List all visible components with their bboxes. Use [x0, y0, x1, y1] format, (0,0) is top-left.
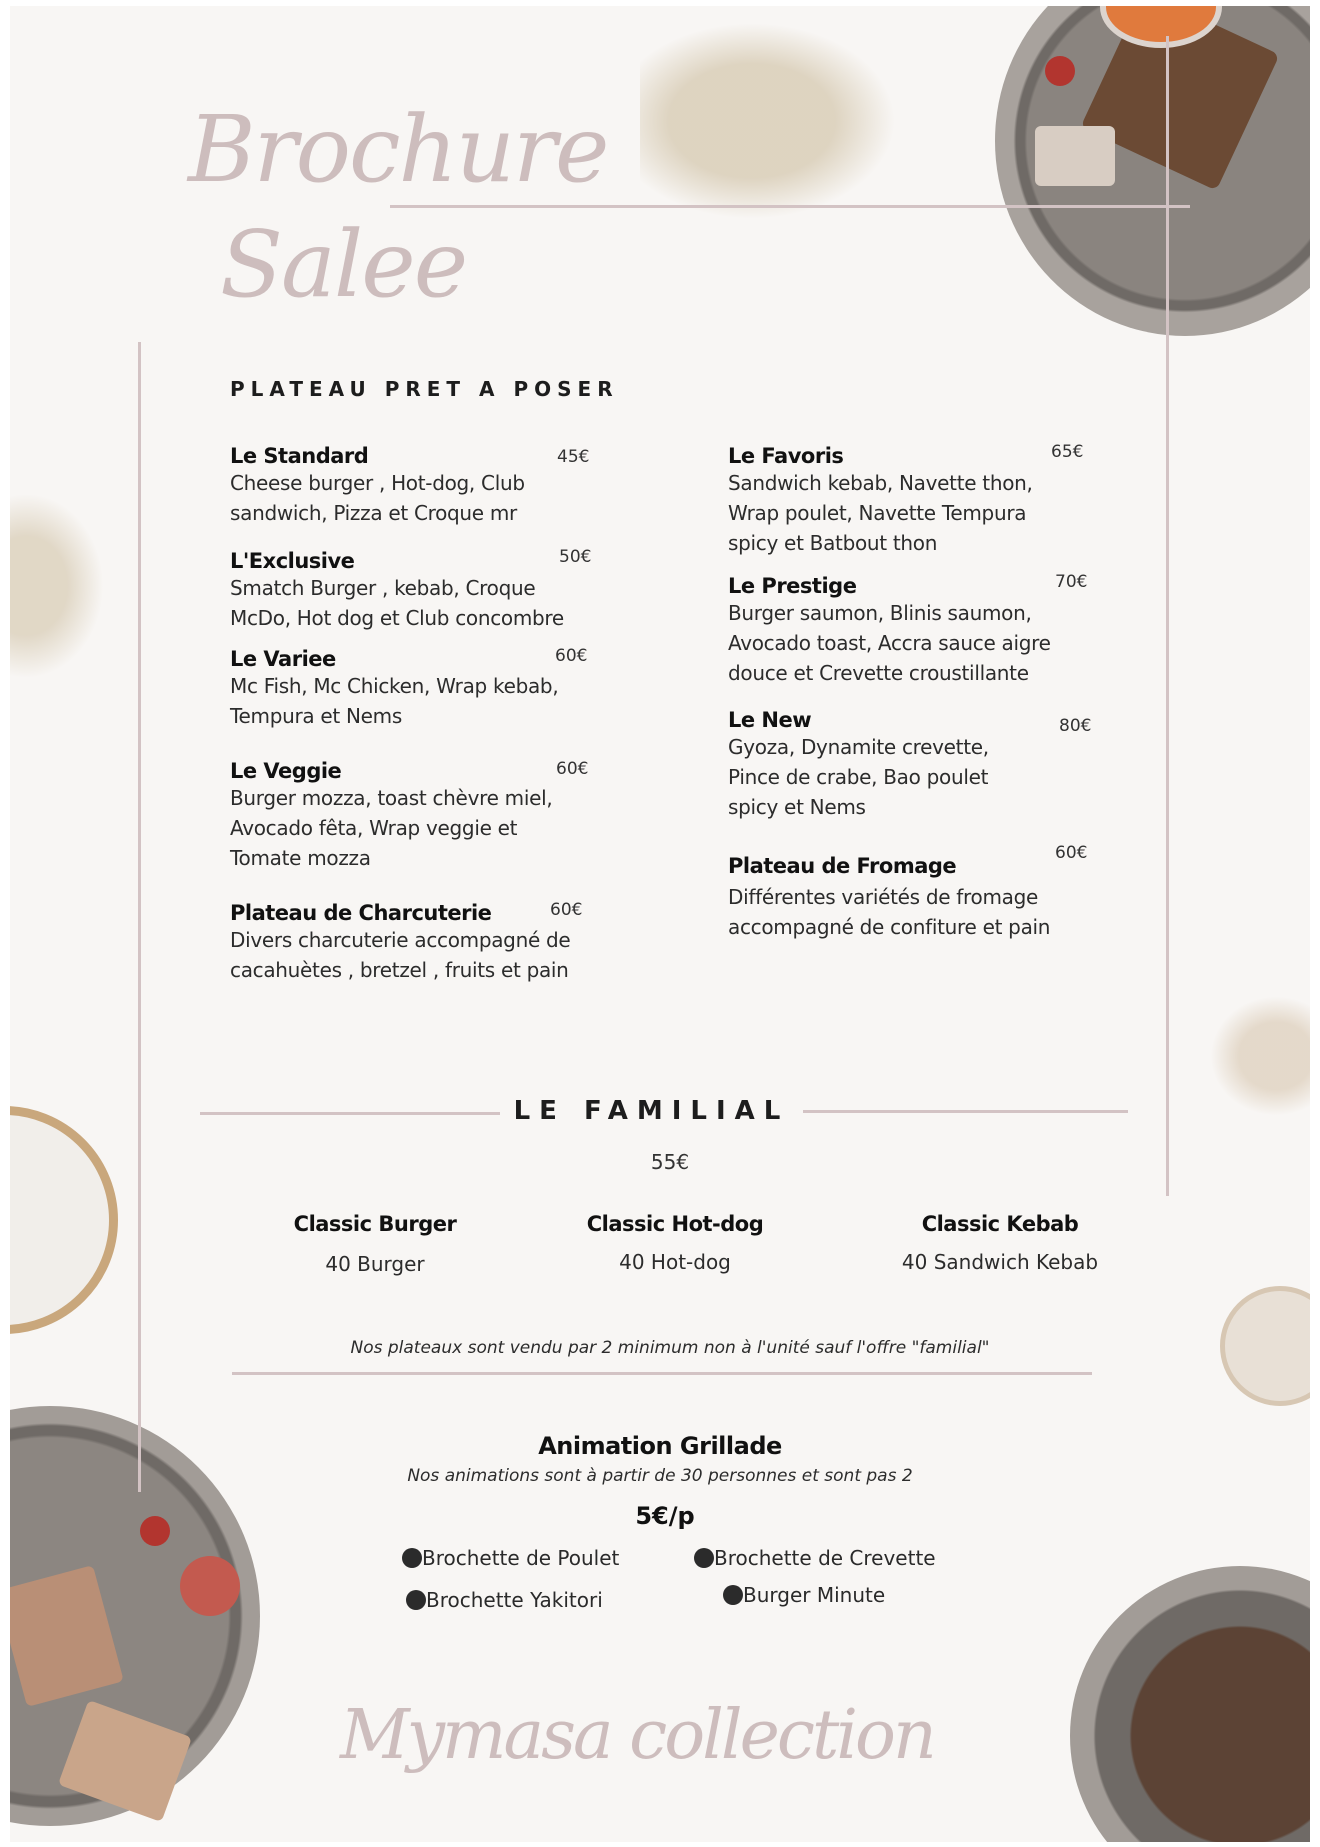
menu-item-plateau-fromage — [728, 843, 1098, 942]
item-name: Plateau de Charcuterie — [230, 901, 492, 925]
item-price: 70€ — [1055, 572, 1088, 592]
item-description: Cheese burger , Hot-dog, Club sandwich, Pizza et Croque mr — [230, 471, 525, 525]
item-price: 60€ — [550, 900, 583, 920]
food-plate-top-right — [995, 6, 1310, 336]
item-price: 60€ — [556, 759, 589, 779]
food-plate-bottom-right — [1070, 1566, 1310, 1842]
menu-item-le-standard — [230, 444, 600, 528]
bullet-icon — [694, 1548, 714, 1568]
familial-item-detail: 40 Hot-dog — [619, 1250, 731, 1274]
item-price: 60€ — [555, 646, 588, 666]
brochure-page — [10, 6, 1310, 1842]
item-name: Le Standard — [230, 444, 369, 468]
dried-flowers-decoration — [640, 6, 920, 236]
familial-item-name: Classic Burger — [293, 1212, 457, 1236]
bullet-icon — [406, 1590, 426, 1610]
item-description: Burger saumon, Blinis saumon, Avocado toast, Accra sauce aigre douce et Crevette croustillante — [728, 601, 1051, 685]
familial-price: 55€ — [650, 1150, 690, 1174]
animation-item-label: Burger Minute — [743, 1583, 886, 1607]
item-name: Le Veggie — [230, 759, 342, 783]
item-description: Burger mozza, toast chèvre miel, Avocado fêta, Wrap veggie et Tomate mozza — [230, 786, 553, 870]
animation-item-yakitori — [406, 1588, 603, 1612]
familial-column-hotdog — [525, 1212, 825, 1274]
menu-item-le-new — [728, 708, 1098, 822]
animation-item-label: Brochette de Crevette — [714, 1546, 936, 1570]
menu-item-le-prestige — [728, 574, 1098, 688]
gold-rim-bowl — [10, 1106, 118, 1334]
animation-item-burger-minute — [723, 1583, 885, 1607]
item-price: 50€ — [559, 547, 592, 567]
note-divider-line — [232, 1372, 1092, 1375]
animation-item-label: Brochette Yakitori — [426, 1588, 603, 1612]
animation-title: Animation Grillade — [538, 1432, 782, 1460]
napkin-decoration — [1210, 996, 1310, 1116]
familial-divider-right — [803, 1110, 1128, 1113]
header-divider-line — [390, 205, 1190, 208]
menu-item-l-exclusive — [230, 549, 600, 633]
item-description: Divers charcuterie accompagné de cacahuètes , bretzel , fruits et pain — [230, 928, 571, 982]
item-name: Plateau de Fromage — [728, 854, 957, 878]
bullet-icon — [723, 1585, 743, 1605]
item-price: 80€ — [1059, 716, 1092, 736]
animation-subtitle: Nos animations sont à partir de 30 personnes et sont pas 2 — [407, 1466, 913, 1486]
footer-signature: Mymasa collection — [340, 1696, 934, 1775]
item-description: Mc Fish, Mc Chicken, Wrap kebab, Tempura et Nems — [230, 674, 559, 728]
small-bowl-right — [1220, 1286, 1310, 1406]
familial-item-detail: 40 Sandwich Kebab — [901, 1250, 1099, 1274]
item-description: Sandwich kebab, Navette thon, Wrap poulet, Navette Tempura spicy et Batbout thon — [728, 471, 1033, 555]
item-name: Le Variee — [230, 647, 336, 671]
bullet-icon — [402, 1548, 422, 1568]
food-plate-bottom-left — [10, 1406, 260, 1826]
item-name: Le New — [728, 708, 812, 732]
familial-item-name: Classic Kebab — [921, 1212, 1079, 1236]
plateau-section-title: PLATEAU PRET A POSER — [230, 377, 619, 401]
item-description: Différentes variétés de fromage accompagné de confiture et pain — [728, 885, 1051, 939]
familial-column-burger — [225, 1212, 525, 1276]
script-title-salee: Salee — [220, 211, 467, 318]
animation-price: 5€/p — [635, 1502, 695, 1530]
familial-divider-left — [200, 1112, 500, 1115]
menu-item-le-favoris — [728, 444, 1098, 558]
menu-item-le-veggie — [230, 759, 600, 873]
animation-item-poulet — [402, 1546, 619, 1570]
item-name: Le Favoris — [728, 444, 844, 468]
animation-item-label: Brochette de Poulet — [422, 1546, 620, 1570]
item-price: 60€ — [1055, 843, 1088, 863]
frame-line-left — [138, 342, 141, 1492]
familial-section-title: LE FAMILIAL — [513, 1096, 790, 1126]
dried-flowers-left-decoration — [10, 486, 110, 686]
item-price: 65€ — [1051, 442, 1084, 462]
menu-item-plateau-charcuterie — [230, 901, 600, 985]
familial-item-detail: 40 Burger — [325, 1252, 425, 1276]
script-title-brochure: Brochure — [188, 96, 608, 203]
item-description: Smatch Burger , kebab, Croque McDo, Hot dog et Club concombre — [230, 576, 564, 630]
menu-item-le-variee — [230, 647, 600, 731]
animation-item-crevette — [694, 1546, 936, 1570]
item-name: L'Exclusive — [230, 549, 355, 573]
item-description: Gyoza, Dynamite crevette, Pince de crabe, Bao poulet spicy et Nems — [728, 735, 989, 819]
item-price: 45€ — [557, 447, 590, 467]
item-name: Le Prestige — [728, 574, 857, 598]
familial-item-name: Classic Hot-dog — [586, 1212, 764, 1236]
familial-column-kebab — [840, 1212, 1160, 1274]
frame-line-right — [1166, 36, 1169, 1196]
familial-note: Nos plateaux sont vendu par 2 minimum non à l'unité sauf l'offre "familial" — [350, 1338, 990, 1358]
